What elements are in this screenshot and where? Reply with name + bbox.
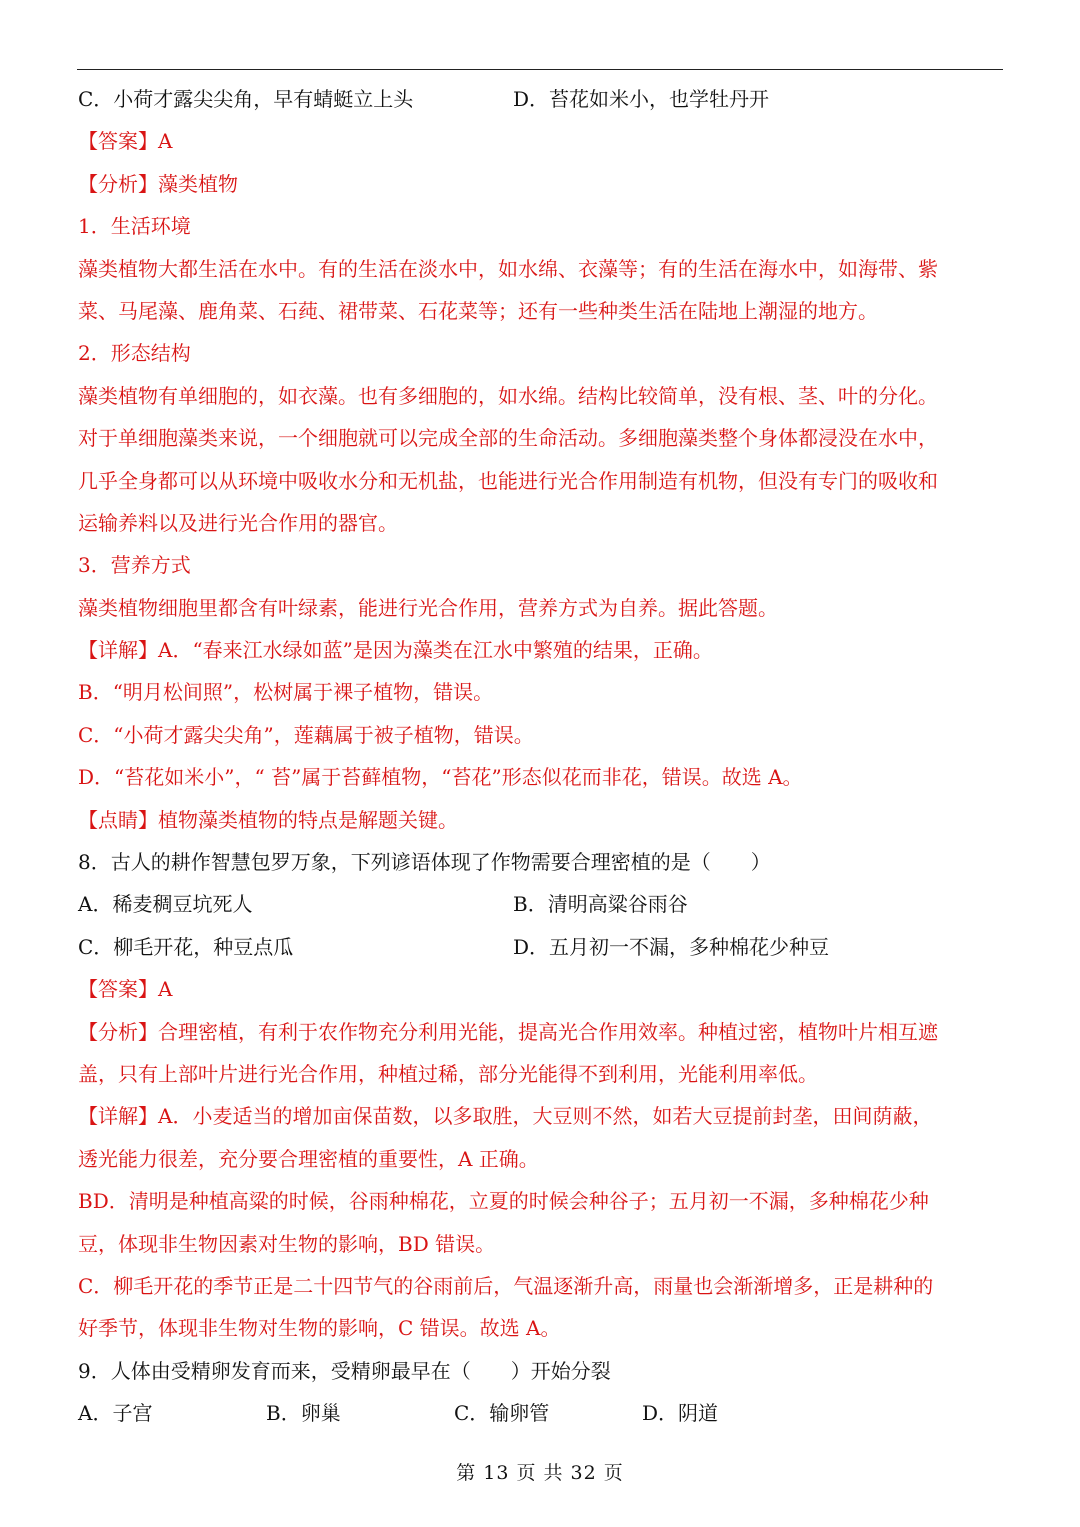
header-rule <box>77 69 1003 70</box>
analysis-tag: 【分析】 <box>78 1019 158 1044</box>
paragraph-line: 运输养料以及进行光合作用的器官。 <box>78 510 398 535</box>
analysis-text: 合理密植，有利于农作物充分利用光能，提高光合作用效率。种植过密，植物叶片相互遮 <box>158 1019 938 1044</box>
q8-detail-line: 好季节，体现非生物对生物的影响，C 错误。故选 A。 <box>78 1316 561 1341</box>
q9-option-c: C．输卵管 <box>454 1401 550 1426</box>
page-footer: 第 13 页 共 32 页 <box>456 1462 624 1484</box>
paragraph-line: 藻类植物大都生活在水中。有的生活在淡水中，如水绵、衣藻等；有的生活在海水中，如海带、紫 <box>78 256 938 281</box>
section-title: 2．形态结构 <box>78 341 191 366</box>
q9-option-b: B．卵巢 <box>266 1401 341 1426</box>
detail-text: A．“春来江水绿如蓝”是因为藻类在江水中繁殖的结果，正确。 <box>158 638 713 663</box>
paragraph-line: 几乎全身都可以从环境中吸收水分和无机盐，也能进行光合作用制造有机物，但没有专门的吸收和 <box>78 468 938 493</box>
detail-tag: 【详解】 <box>78 1104 158 1129</box>
q7-detail-line <box>78 629 1004 671</box>
q8-options-row-2 <box>78 926 1004 968</box>
q9-option-a: A．子宫 <box>78 1401 153 1426</box>
section-title: 3．营养方式 <box>78 553 191 578</box>
q8-detail-line: 透光能力很差，充分要合理密植的重要性，A 正确。 <box>78 1146 539 1171</box>
paragraph-line: 藻类植物细胞里都含有叶绿素，能进行光合作用，营养方式为自养。据此答题。 <box>78 595 778 620</box>
q8-options-row-1 <box>78 883 1004 925</box>
q7-answer <box>78 120 1004 162</box>
answer-value: A <box>158 129 173 154</box>
tip-text: 植物藻类植物的特点是解题关键。 <box>158 807 458 832</box>
paragraph-line: 对于单细胞藻类来说，一个细胞就可以完成全部的生命活动。多细胞藻类整个身体都浸没在水中， <box>78 426 938 451</box>
detail-tag: 【详解】 <box>78 638 158 663</box>
q9-options-row <box>78 1392 1004 1434</box>
paragraph-line: 菜、马尾藻、鹿角菜、石莼、裙带菜、石花菜等；还有一些种类生活在陆地上潮湿的地方。 <box>78 298 878 323</box>
q8-detail-line: BD．清明是种植高粱的时候，谷雨种棉花，立夏的时候会种谷子；五月初一不漏，多种棉花少种 <box>78 1189 929 1214</box>
q8-option-c: C．柳毛开花，种豆点瓜 <box>78 934 294 959</box>
q8-option-a: A．稀麦稠豆坑死人 <box>78 892 253 917</box>
analysis-title: 藻类植物 <box>158 171 238 196</box>
answer-tag: 【答案】 <box>78 977 158 1002</box>
q7-options-row <box>78 78 1004 120</box>
q7-option-c: C．小荷才露尖尖角，早有蜻蜓立上头 <box>78 87 414 111</box>
q8-detail-line: C．柳毛开花的季节正是二十四节气的谷雨前后，气温逐渐升高，雨量也会渐渐增多，正是耕种的 <box>78 1273 934 1298</box>
q8-detail-line <box>78 1095 1004 1137</box>
q7-detail-line: C．“小荷才露尖尖角”，莲藕属于被子植物，错误。 <box>78 722 534 747</box>
page-content <box>78 78 1004 1435</box>
q7-analysis <box>78 163 1004 205</box>
answer-value: A <box>158 977 173 1002</box>
q9-option-d: D．阴道 <box>642 1401 719 1426</box>
q9-stem: 9．人体由受精卵发育而来，受精卵最早在（ ）开始分裂 <box>78 1358 611 1383</box>
q8-stem: 8．古人的耕作智慧包罗万象，下列谚语体现了作物需要合理密植的是（ ） <box>78 850 771 875</box>
analysis-tag: 【分析】 <box>78 171 158 196</box>
q8-analysis-line: 盖，只有上部叶片进行光合作用，种植过稀，部分光能得不到利用，光能利用率低。 <box>78 1061 818 1086</box>
detail-text: A．小麦适当的增加亩保苗数，以多取胜，大豆则不然，如若大豆提前封垄，田间荫蔽， <box>158 1104 933 1129</box>
q7-detail-line: D．“苔花如米小”，“ 苔”属于苔藓植物，“苔花”形态似花而非花，错误。故选 A。 <box>78 765 803 790</box>
q8-analysis-line <box>78 1011 1004 1053</box>
q7-option-d: D．苔花如米小，也学牡丹开 <box>513 87 770 111</box>
q8-detail-line: 豆，体现非生物因素对生物的影响，BD 错误。 <box>78 1231 496 1256</box>
section-title: 1．生活环境 <box>78 214 191 239</box>
paragraph-line: 藻类植物有单细胞的，如衣藻。也有多细胞的，如水绵。结构比较简单，没有根、茎、叶的分化。 <box>78 383 938 408</box>
q8-option-b: B．清明高粱谷雨谷 <box>513 892 688 917</box>
q8-answer <box>78 968 1004 1010</box>
q7-detail-line: B．“明月松间照”，松树属于裸子植物，错误。 <box>78 680 494 705</box>
q7-tip <box>78 799 1004 841</box>
tip-tag: 【点睛】 <box>78 807 158 832</box>
q8-option-d: D．五月初一不漏，多种棉花少种豆 <box>513 934 830 959</box>
answer-tag: 【答案】 <box>78 129 158 154</box>
